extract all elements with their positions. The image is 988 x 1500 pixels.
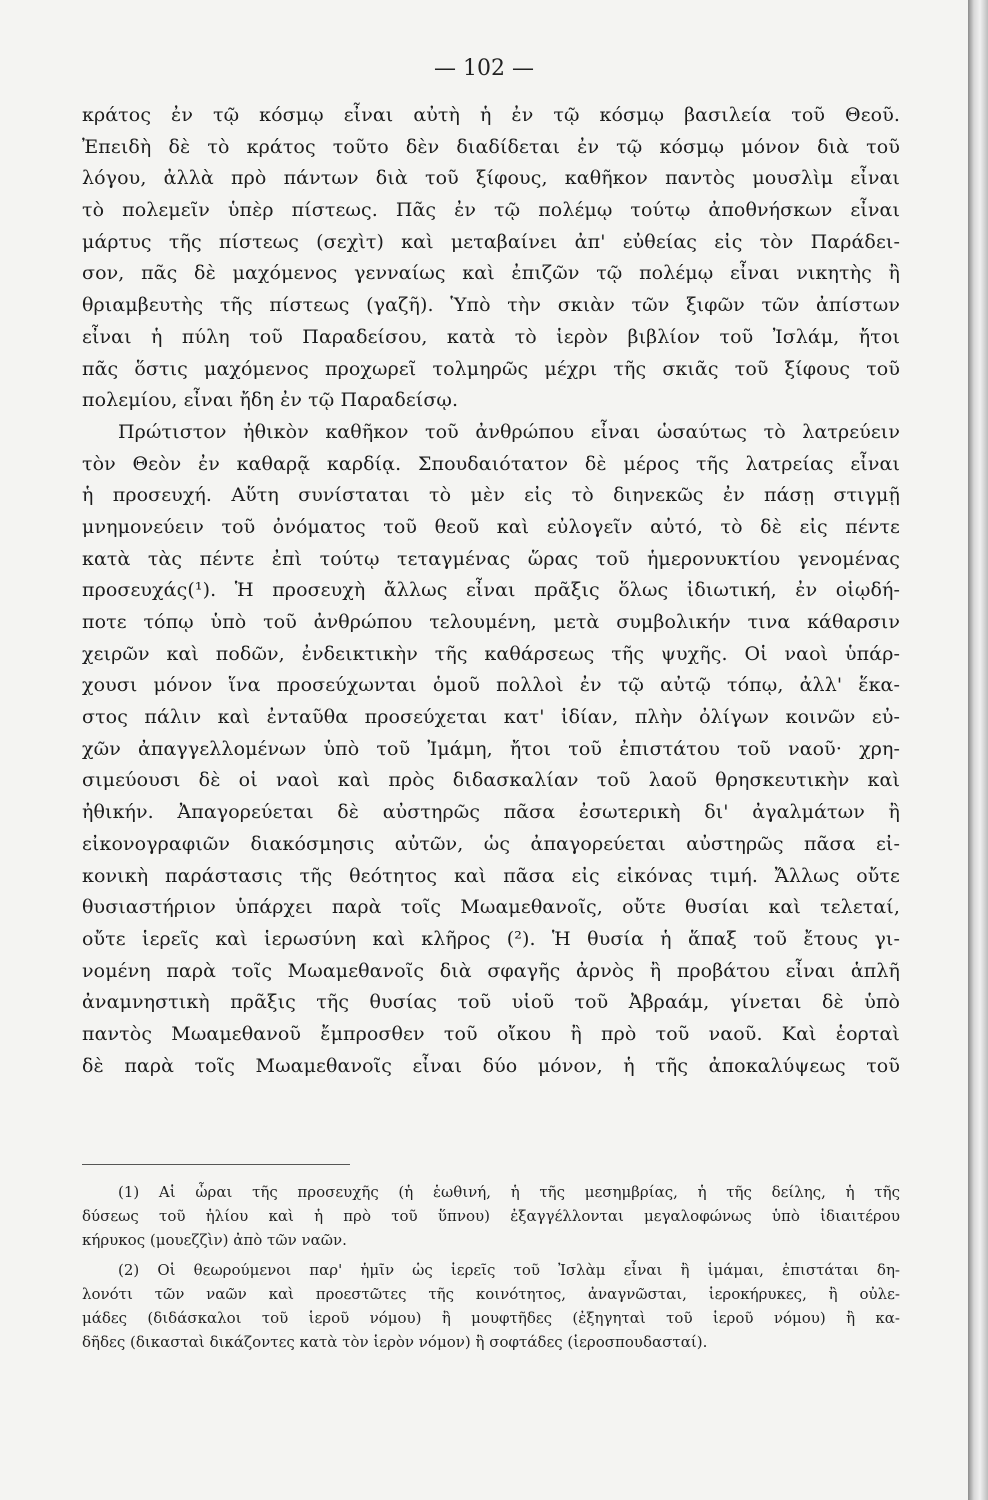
text-line: χειρῶν καὶ ποδῶν, ἐνδεικτικὴν τῆς καθάρσεως τῆς ψυχῆς. Οἱ ναοὶ ὑπάρ- <box>82 642 900 665</box>
footnote-line: δύσεως τοῦ ἡλίου καὶ ἡ πρὸ τοῦ ὕπνου) ἐξαγγέλλονται μεγαλοφώνως ὑπὸ ἰδιαιτέρου <box>82 1207 900 1225</box>
text-line: ποτε τόπῳ ὑπὸ τοῦ ἀνθρώπου τελουμένη, μετὰ συμβολικήν τινα κάθαρσιν <box>82 611 900 633</box>
text-line: λόγου, ἀλλὰ πρὸ πάντων διὰ τοῦ ξίφους, καθῆκον παντὸς μουσλὶμ εἶναι <box>82 167 900 190</box>
text-line: τὸ πολεμεῖν ὑπὲρ πίστεως. Πᾶς ἐν τῷ πολέμῳ τούτῳ ἀποθνήσκων εἶναι <box>82 199 900 222</box>
text-line: θυσιαστήριον ὑπάρχει παρὰ τοῖς Μωαμεθανοῖς, οὔτε θυσίαι καὶ τελεταί, <box>82 896 900 919</box>
footnote-line: δῆδες (δικασταὶ δικάζοντες κατὰ τὸν ἱερὸν νόμον) ἢ σοφτάδες (ἱεροσπουδασταί). <box>82 1333 708 1351</box>
body-text <box>82 100 900 1082</box>
text-line: οὔτε ἱερεῖς καὶ ἱερωσύνη καὶ κλῆρος (²). Ἡ θυσία ἡ ἅπαξ τοῦ ἔτους γι- <box>82 927 900 950</box>
footnote-divider <box>82 1164 350 1165</box>
text-line: νομένη παρὰ τοῖς Μωαμεθανοῖς διὰ σφαγῆς ἀρνὸς ἢ προβάτου εἶναι ἁπλῆ <box>82 959 900 982</box>
text-line: στος πάλιν καὶ ἐνταῦθα προσεύχεται κατ' ἰδίαν, πλὴν ὀλίγων κοινῶν εὐ- <box>82 706 900 729</box>
text-line: παντὸς Μωαμεθανοῦ ἔμπροσθεν τοῦ οἴκου ἢ πρὸ τοῦ ναοῦ. Καὶ ἑορταὶ <box>82 1022 900 1045</box>
footnotes <box>82 1180 900 1354</box>
footnote-line: μάδες (διδάσκαλοι τοῦ ἱεροῦ νόμου) ἢ μουφτῆδες (ἐξηγηταὶ τοῦ ἱεροῦ νόμου) ἢ κα- <box>82 1309 900 1327</box>
text-line: χῶν ἀπαγγελλομένων ὑπὸ τοῦ Ἰμάμη, ἤτοι τοῦ ἐπιστάτου τοῦ ναοῦ· χρη- <box>82 737 900 760</box>
text-line: μάρτυς τῆς πίστεως (σεχὶτ) καὶ μεταβαίνει ἀπ' εὐθείας εἰς τὸν Παράδει- <box>82 230 900 253</box>
text-line: προσευχάς(¹). Ἡ προσευχὴ ἄλλως εἶναι πρᾶξις ὅλως ἰδιωτική, ἐν οἱῳδή- <box>82 579 900 602</box>
text-line: εἰκονογραφιῶν διακόσμησις αὐτῶν, ὡς ἀπαγορεύεται αὐστηρῶς πᾶσα εἰ- <box>82 832 900 855</box>
footnote-line: (1) Αἱ ὧραι τῆς προσευχῆς (ἡ ἑωθινή, ἡ τῆς μεσημβρίας, ἡ τῆς δείλης, ἡ τῆς <box>118 1183 900 1201</box>
text-line: πᾶς ὅστις μαχόμενος προχωρεῖ τολμηρῶς μέχρι τῆς σκιᾶς τοῦ ξίφους τοῦ <box>82 357 900 380</box>
text-line: σιμεύουσι δὲ οἱ ναοὶ καὶ πρὸς διδασκαλίαν τοῦ λαοῦ θρησκευτικὴν καὶ <box>82 769 900 792</box>
footnote-line: (2) Οἱ θεωρούμενοι παρ' ἡμῖν ὡς ἱερεῖς τοῦ Ἰσλὰμ εἶναι ἢ ἱμάμαι, ἐπιστάται δη- <box>118 1261 900 1279</box>
text-line: κράτος ἐν τῷ κόσμῳ εἶναι αὐτὴ ἡ ἐν τῷ κόσμῳ βασιλεία τοῦ Θεοῦ. <box>82 104 900 126</box>
text-line: πολεμίου, εἶναι ἤδη ἐν τῷ Παραδείσῳ. <box>82 389 459 412</box>
text-line: κατὰ τὰς πέντε ἐπὶ τούτῳ τεταγμένας ὥρας τοῦ ἡμερονυκτίου γενομένας <box>82 547 900 570</box>
text-line: ἠθικήν. Ἀπαγορεύεται δὲ αὐστηρῶς πᾶσα ἐσωτερικὴ δι' ἀγαλμάτων ἢ <box>82 801 900 824</box>
text-line: δὲ παρὰ τοῖς Μωαμεθανοῖς εἶναι δύο μόνον, ἡ τῆς ἀποκαλύψεως τοῦ <box>82 1054 900 1077</box>
text-line: σον, πᾶς δὲ μαχόμενος γενναίως καὶ ἐπιζῶν τῷ πολέμῳ εἶναι νικητὴς ἢ <box>82 262 900 285</box>
text-line: κονικὴ παράστασις τῆς θεότητος καὶ πᾶσα εἰς εἰκόνας τιμή. Ἄλλως οὔτε <box>82 864 900 887</box>
text-line: θριαμβευτὴς τῆς πίστεως (γαζῆ). Ὑπὸ τὴν σκιὰν τῶν ξιφῶν τῶν ἀπίστων <box>82 294 900 317</box>
book-binding-edge <box>968 0 988 1500</box>
page-number: — 102 — <box>434 56 534 81</box>
text-line: Ἐπειδὴ δὲ τὸ κράτος τοῦτο δὲν διαδίδεται ἐν τῷ κόσμῳ μόνον διὰ τοῦ <box>82 135 900 158</box>
text-line: μνημονεύειν τοῦ ὀνόματος τοῦ θεοῦ καὶ εὐλογεῖν αὐτό, τὸ δὲ εἰς πέντε <box>82 515 900 538</box>
text-line: τὸν Θεὸν ἐν καθαρᾷ καρδίᾳ. Σπουδαιότατον δὲ μέρος τῆς λατρείας εἶναι <box>82 452 900 475</box>
footnote-line: λονότι τῶν ναῶν καὶ προεστῶτες τῆς κοινότητος, ἀναγνῶσται, ἱεροκήρυκες, ἢ οὐλε- <box>82 1285 900 1303</box>
text-line: χουσι μόνον ἵνα προσεύχωνται ὁμοῦ πολλοὶ ἐν τῷ αὐτῷ τόπῳ, ἀλλ' ἕκα- <box>82 674 900 697</box>
text-line: ἀναμνηστικὴ πρᾶξις τῆς θυσίας τοῦ υἱοῦ τοῦ Ἀβραάμ, γίνεται δὲ ὑπὸ <box>82 991 900 1014</box>
footnote-line: κήρυκος (μουεζζὶν) ἀπὸ τῶν ναῶν. <box>82 1231 347 1249</box>
text-line: Πρώτιστον ἠθικὸν καθῆκον τοῦ ἀνθρώπου εἶναι ὡσαύτως τὸ λατρεύειν <box>118 420 900 443</box>
text-line: ἡ προσευχή. Αὕτη συνίσταται τὸ μὲν εἰς τὸ διηνεκῶς ἐν πάσῃ στιγμῇ <box>82 484 900 507</box>
text-line: εἶναι ἡ πύλη τοῦ Παραδείσου, κατὰ τὸ ἱερὸν βιβλίον τοῦ Ἰσλάμ, ἤτοι <box>82 325 900 348</box>
